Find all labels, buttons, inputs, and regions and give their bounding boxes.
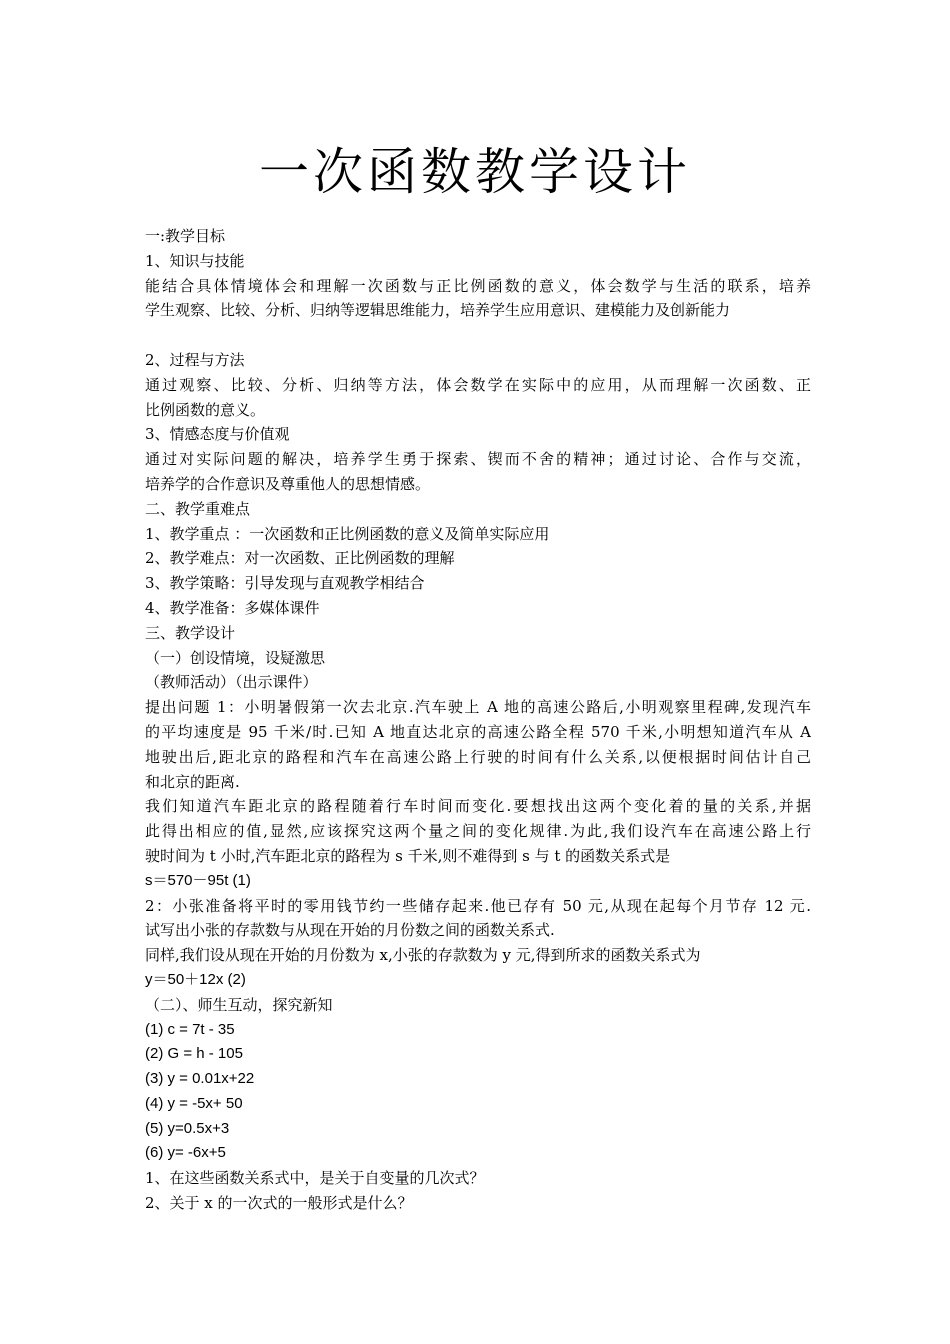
paragraph-line: 同样,我们设从现在开始的月份数为 x,小张的存款数为 y 元,得到所求的函数关系式为 xyxy=(145,946,701,965)
subheading-interaction: （二）、师生互动，探究新知 xyxy=(145,995,333,1014)
section-heading-teaching-design: 三、教学设计 xyxy=(145,623,236,642)
paragraph-line: 地驶出后,距北京的路程和汽车在高速公路上行驶的时间有什么关系,以便根据时间估计自己 xyxy=(145,747,811,766)
paragraph-line: 提出问题 1：小明暑假第一次去北京.汽车驶上 A 地的高速公路后,小明观察里程碑,发现汽车 xyxy=(145,698,811,717)
subheading-attitude-values: 3、情感态度与价值观 xyxy=(145,425,290,444)
paragraph-line: 的平均速度是 95 千米/时.已知 A 地直达北京的高速公路全程 570 千米,小明想知道汽车从 A xyxy=(145,722,811,741)
list-item: 2、教学难点：对一次函数、正比例函数的理解 xyxy=(145,549,455,568)
paragraph-line: 学生观察、比较、分析、归纳等逻辑思维能力，培养学生应用意识、建模能力及创新能力 xyxy=(145,301,731,320)
equation-line: (4) y = -5x+ 50 xyxy=(145,1094,243,1112)
subheading-scenario: （一）创设情境，设疑激思 xyxy=(145,648,326,667)
document-body xyxy=(145,224,811,1216)
paragraph-line: 培养学的合作意识及尊重他人的思想情感。 xyxy=(145,474,431,493)
paragraph-line: 我们知道汽车距北京的路程随着行车时间而变化.要想找出这两个变化着的量的关系,并据 xyxy=(145,797,811,816)
paragraph-line: 驶时间为 t 小时,汽车距北京的路程为 s 千米,则不难得到 s 与 t 的函数关系式是 xyxy=(145,846,671,865)
paragraph-line: 此得出相应的值,显然,应该探究这两个量之间的变化规律.为此,我们设汽车在高速公路上行 xyxy=(145,822,811,841)
subheading-knowledge-skills: 1、知识与技能 xyxy=(145,251,245,270)
equation-line: (1) c = 7t - 35 xyxy=(145,1020,235,1038)
list-item: 1、教学重点 ：一次函数和正比例函数的意义及简单实际应用 xyxy=(145,524,550,543)
equation-line: s＝570－95t (1) xyxy=(145,871,251,889)
section-heading-key-points: 二、教学重难点 xyxy=(145,499,251,518)
note-teacher-activity: （教师活动）（出示课件） xyxy=(145,673,318,692)
paragraph-line: 2：小张准备将平时的零用钱节约一些储存起来.他已存有 50 元,从现在起每个月节存 12 元. xyxy=(145,896,811,915)
question-line: 1、在这些函数关系式中，是关于自变量的几次式？ xyxy=(145,1169,485,1188)
equation-line: (6) y= -6x+5 xyxy=(145,1144,226,1162)
equation-line: (5) y=0.5x+3 xyxy=(145,1119,230,1137)
paragraph-line: 和北京的距离. xyxy=(145,772,240,791)
equation-line: (3) y = 0.01x+22 xyxy=(145,1070,255,1088)
paragraph-line: 能结合具体情境体会和理解一次函数与正比例函数的意义，体会数学与生活的联系，培养 xyxy=(145,276,811,295)
paragraph-line: 通过对实际问题的解决，培养学生勇于探索、锲而不舍的精神；通过讨论、合作与交流， xyxy=(145,450,811,469)
list-item: 4、教学准备：多媒体课件 xyxy=(145,598,320,617)
subheading-process-method: 2、过程与方法 xyxy=(145,350,245,369)
equation-line: (2) G = h - 105 xyxy=(145,1045,243,1063)
paragraph-line: 通过观察、比较、分析、归纳等方法，体会数学在实际中的应用，从而理解一次函数、正 xyxy=(145,375,811,394)
blank-line xyxy=(145,323,811,348)
list-item: 3、教学策略：引导发现与直观教学相结合 xyxy=(145,574,425,593)
paragraph-line: 试写出小张的存款数与从现在开始的月份数之间的函数关系式. xyxy=(145,921,555,940)
paragraph-line: 比例函数的意义。 xyxy=(145,400,266,419)
section-heading-objectives: 一:教学目标 xyxy=(145,227,226,245)
equation-line: y＝50＋12x (2) xyxy=(145,970,246,988)
document-title: 一次函数教学设计 xyxy=(259,143,691,201)
question-line: 2、关于 x 的一次式的一般形式是什么？ xyxy=(145,1194,413,1213)
